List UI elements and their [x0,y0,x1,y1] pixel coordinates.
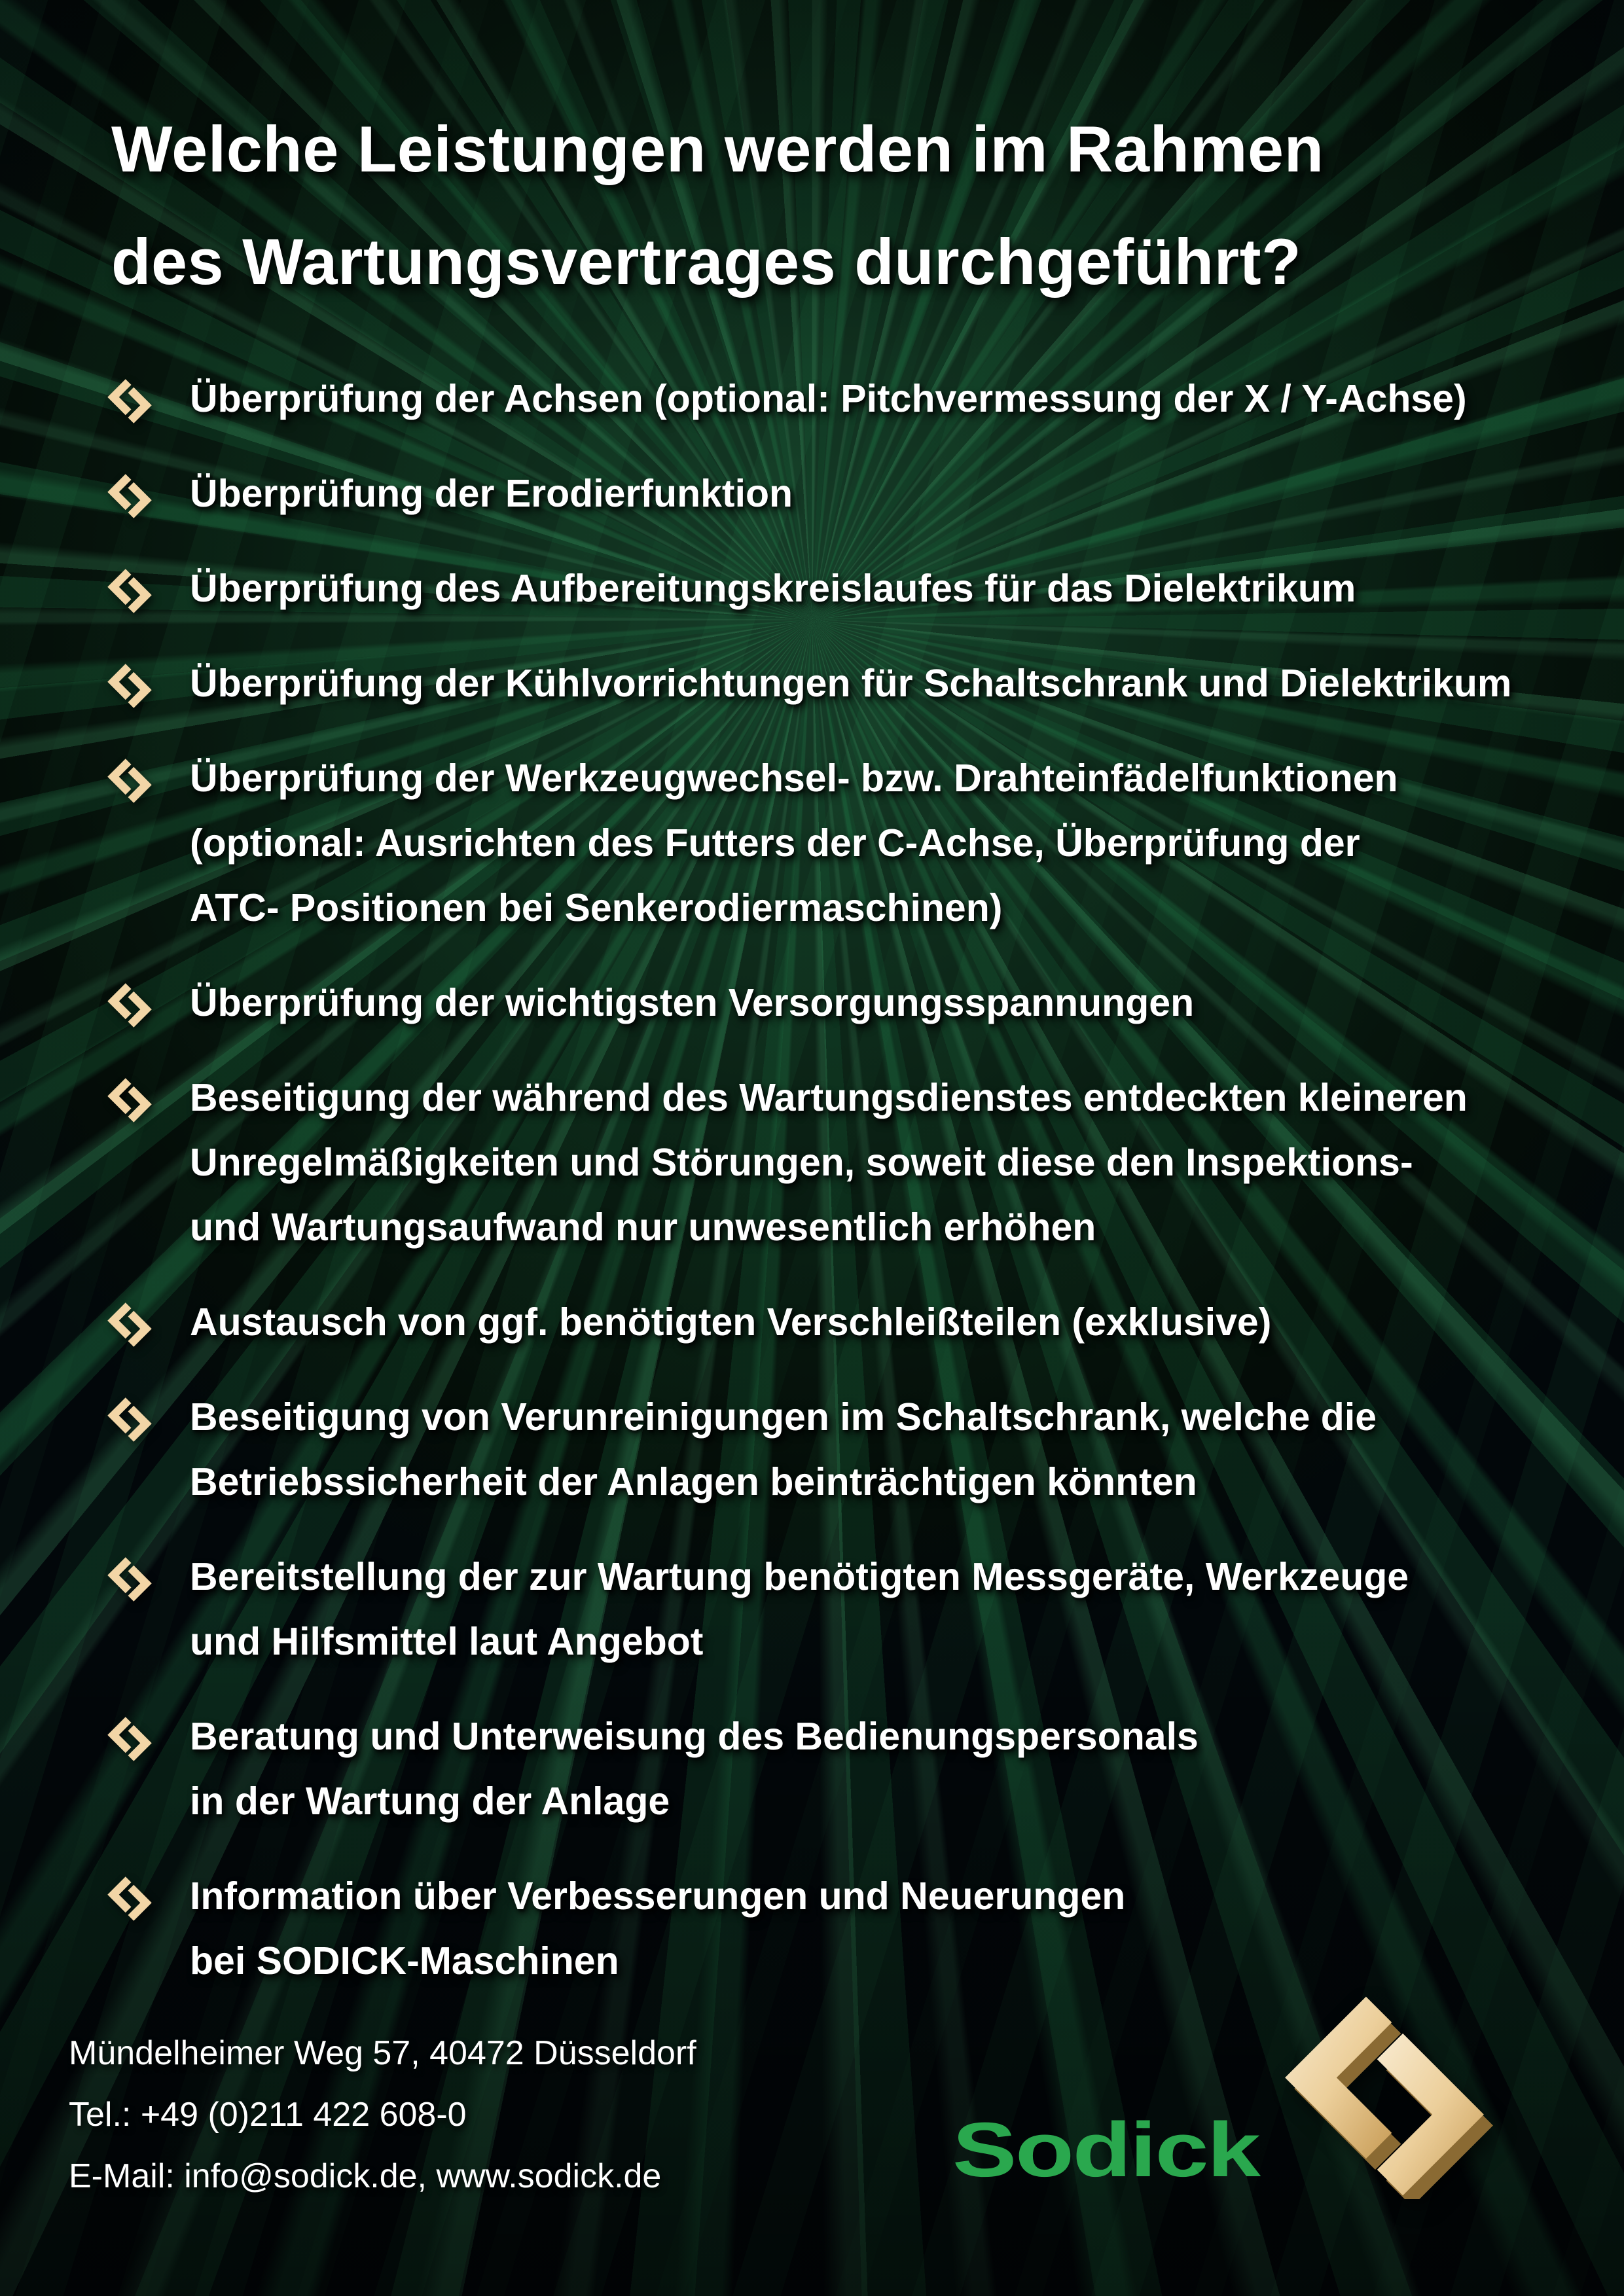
list-item-line: Überprüfung der Erodierfunktion [190,472,793,515]
list-item-line: Überprüfung der Kühlvorrichtungen für Schaltschrank und Dielektrikum [190,662,1512,705]
address-line: Mündelheimer Weg 57, 40472 Düsseldorf [69,2034,696,2072]
list-item-text [190,1290,1271,1355]
sodick-wordmark: Sodick [952,2107,1259,2193]
list-item-text [190,461,793,526]
services-list [103,367,1596,2024]
list-item-line: (optional: Ausrichten des Futters der C-Achse, Überprüfung der [190,821,1360,865]
list-item-line: ATC- Positionen bei Senkerodiermaschinen) [190,886,1003,929]
list-item-line: Überprüfung der wichtigsten Versorgungsspannungen [190,981,1195,1024]
list-item-line: Überprüfung der Werkzeugwechsel- bzw. Drahteinfädelfunktionen [190,757,1398,800]
list-item [103,1545,1596,1674]
list-item-text [190,1864,1125,1994]
sodick-logo-icon [1267,1993,1502,2199]
list-item-line: Überprüfung des Aufbereitungskreislaufes für das Dielektrikum [190,567,1356,610]
sodick-chevron-bullet-icon [103,1397,156,1443]
page-title-line-2: des Wartungsvertrages durchgeführt? [111,225,1302,298]
page-title [111,93,1591,318]
list-item-line: und Hilfsmittel laut Angebot [190,1620,704,1663]
list-item-line: Beseitigung von Verunreinigungen im Schaltschrank, welche die [190,1395,1377,1439]
sodick-chevron-bullet-icon [103,378,156,424]
sodick-chevron-bullet-icon [103,568,156,614]
list-item [103,1290,1596,1355]
page-title-line-1: Welche Leistungen werden im Rahmen [111,113,1324,185]
list-item [103,367,1596,431]
list-item [103,1704,1596,1834]
list-item-line: Austausch von ggf. benötigten Verschleißteilen (exklusive) [190,1300,1272,1344]
list-item-text [190,651,1511,716]
list-item [103,746,1596,941]
list-item-text [190,971,1194,1035]
list-item-line: Unregelmäßigkeiten und Störungen, soweit diese den Inspektions- [190,1141,1413,1184]
sodick-chevron-bullet-icon [103,982,156,1028]
list-item-text [190,367,1467,431]
list-item-line: Beseitigung der während des Wartungsdienstes entdeckten kleineren [190,1076,1468,1119]
sodick-logo [943,1983,1584,2258]
list-item [103,971,1596,1035]
list-item-line: bei SODICK-Maschinen [190,1939,619,1982]
list-item [103,461,1596,526]
list-item-text [190,1066,1468,1260]
list-item-line: und Wartungsaufwand nur unwesentlich erhöhen [190,1206,1096,1249]
sodick-chevron-bullet-icon [103,473,156,519]
sodick-chevron-bullet-icon [103,1556,156,1602]
list-item-text [190,1545,1409,1674]
list-item [103,1066,1596,1260]
list-item-line: in der Wartung der Anlage [190,1780,670,1823]
phone-line: Tel.: +49 (0)211 422 608-0 [69,2096,467,2134]
sodick-chevron-bullet-icon [103,758,156,804]
list-item-text [190,1385,1377,1515]
sodick-chevron-bullet-icon [103,1077,156,1123]
sodick-chevron-bullet-icon [103,663,156,709]
sodick-chevron-bullet-icon [103,1716,156,1762]
list-item-line: Information über Verbesserungen und Neuerungen [190,1874,1126,1918]
list-item [103,1864,1596,1994]
list-item-line: Überprüfung der Achsen (optional: Pitchvermessung der X / Y-Achse) [190,377,1467,420]
list-item-line: Betriebssicherheit der Anlagen beinträchtigen könnten [190,1460,1197,1503]
contact-block [69,2022,696,2207]
email-line: E-Mail: info@sodick.de, www.sodick.de [69,2157,662,2195]
list-item-line: Bereitstellung der zur Wartung benötigten Messgeräte, Werkzeuge [190,1555,1409,1598]
list-item [103,1385,1596,1515]
list-item-text [190,556,1356,621]
list-item-text [190,746,1398,941]
list-item [103,651,1596,716]
sodick-chevron-bullet-icon [103,1876,156,1922]
sodick-chevron-bullet-icon [103,1302,156,1348]
list-item-text [190,1704,1199,1834]
list-item-line: Beratung und Unterweisung des Bedienungspersonals [190,1715,1199,1758]
list-item [103,556,1596,621]
